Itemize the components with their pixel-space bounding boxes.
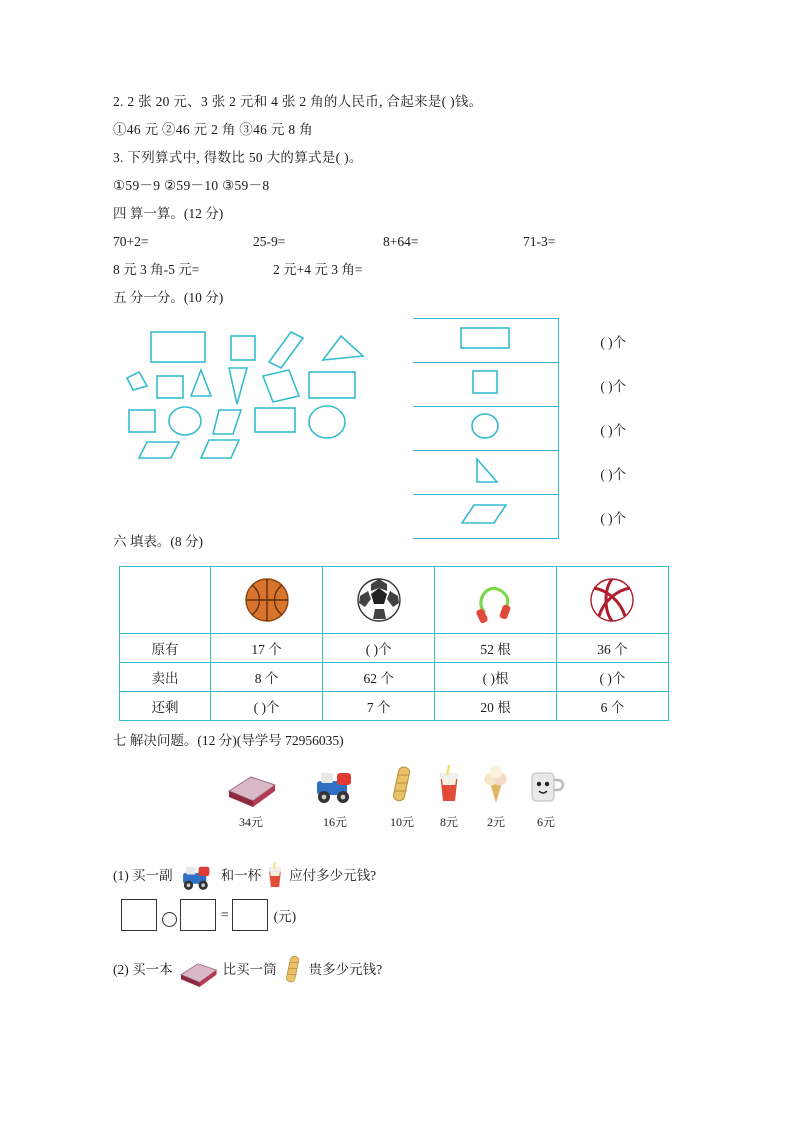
price-value: 10元: [389, 815, 414, 829]
rectangle-shape: [151, 332, 205, 362]
table-row: [413, 407, 668, 451]
jump-rope-icon: [471, 577, 521, 623]
rectangle-shape: [255, 408, 295, 432]
table-cell[interactable]: ( )个: [211, 692, 323, 721]
table-row: [413, 363, 668, 407]
count-blank[interactable]: ( )个: [558, 363, 668, 407]
table-cell[interactable]: 17 个: [211, 634, 323, 663]
triangle-icon: [467, 454, 503, 486]
table-cell[interactable]: 7 个: [323, 692, 435, 721]
price-value: 16元: [322, 815, 347, 829]
section-5-title: 五 分一分。(10 分): [113, 290, 224, 305]
table-cell[interactable]: ( )根: [435, 663, 557, 692]
answer-unit: (元): [273, 909, 297, 924]
table-cell[interactable]: 20 根: [435, 692, 557, 721]
book-icon: [176, 953, 220, 987]
square-icon: [468, 366, 502, 398]
worksheet-content: [113, 88, 683, 987]
calc-item: 8 元 3 角-5 元=: [113, 262, 200, 277]
price-item-mug: [527, 763, 565, 830]
question-3-options: ①59－9 ②59－10 ③59－8: [113, 178, 270, 193]
sports-ball-table: [119, 566, 669, 721]
table-row: [413, 495, 668, 539]
row-label: 还剩: [120, 692, 211, 721]
triangle-shape: [323, 336, 363, 360]
soccer-ball-icon: [356, 577, 402, 623]
biscuit-roll-icon: [280, 953, 306, 987]
volleyball-icon: [589, 577, 635, 623]
ice-cream-icon: [479, 763, 513, 807]
count-blank[interactable]: ( )个: [558, 451, 668, 495]
count-blank[interactable]: ( )个: [558, 495, 668, 539]
circle-shape: [309, 406, 345, 438]
table-cell[interactable]: 36 个: [556, 634, 668, 663]
parallelogram-shape: [213, 410, 241, 434]
section-6-title: 六 填表。(8 分): [113, 534, 203, 549]
table-row: [120, 663, 669, 692]
section-4-title: 四 算一算。(12 分): [113, 206, 224, 221]
section-7-question-2: [113, 953, 683, 987]
shape-cell-square: [413, 363, 558, 407]
drink-cup-icon: [264, 860, 286, 892]
parallelogram-shape: [263, 370, 299, 402]
square-shape: [231, 336, 255, 360]
table-cell[interactable]: ( )个: [556, 663, 668, 692]
price-item-drink-cup: [433, 763, 465, 830]
circle-icon: [468, 410, 502, 442]
row-label: 卖出: [120, 663, 211, 692]
price-value: 6元: [536, 815, 555, 829]
section-4-row-2: [113, 256, 683, 284]
shape-count-table: [413, 318, 668, 539]
table-row: [413, 319, 668, 363]
biscuit-roll-icon: [385, 763, 419, 807]
price-item-ice-cream: [479, 763, 513, 830]
triangle-shape: [127, 372, 147, 390]
train-toy-icon: [176, 859, 218, 893]
q2-middle: 比买一筒: [222, 962, 277, 977]
equals-sign: =: [221, 907, 229, 922]
section-7-question-1: [113, 859, 683, 893]
table-cell[interactable]: ( )个: [323, 634, 435, 663]
mug-icon: [527, 763, 565, 807]
calc-item: 71-3=: [523, 234, 556, 249]
square-shape: [129, 410, 155, 432]
empty-header-cell: [120, 567, 211, 634]
parallelogram-shape: [139, 442, 179, 458]
operator-circle[interactable]: [162, 912, 177, 927]
calc-item: 2 元+4 元 3 角=: [273, 262, 363, 277]
price-value: 8元: [439, 815, 458, 829]
triangle-shape: [229, 368, 247, 404]
shape-cluster-illustration: [113, 326, 403, 486]
shape-cell-rectangle: [413, 319, 558, 363]
table-row: [413, 451, 668, 495]
triangle-shape: [191, 370, 211, 396]
volleyball-cell: [556, 567, 668, 634]
answer-box-2[interactable]: [180, 899, 216, 931]
table-row: [120, 634, 669, 663]
q1-prefix: (1) 买一副: [113, 868, 173, 883]
calc-item: 8+64=: [383, 234, 419, 249]
calc-item: 25-9=: [253, 234, 286, 249]
price-item-biscuit-roll: [385, 763, 419, 830]
price-value: 34元: [238, 815, 263, 829]
calc-item: 70+2=: [113, 234, 149, 249]
rectangle-shape: [309, 372, 355, 398]
count-blank[interactable]: ( )个: [558, 407, 668, 451]
table-cell[interactable]: 8 个: [211, 663, 323, 692]
jump-rope-cell: [435, 567, 557, 634]
price-value: 2元: [486, 815, 505, 829]
table-row: [120, 692, 669, 721]
section-4-row-1: [113, 228, 683, 256]
table-cell[interactable]: 62 个: [323, 663, 435, 692]
basketball-icon: [244, 577, 290, 623]
q1-middle: 和一杯: [220, 868, 262, 883]
soccer-cell: [323, 567, 435, 634]
row-label: 原有: [120, 634, 211, 663]
book-icon: [223, 763, 279, 807]
parallelogram-shape: [269, 332, 303, 368]
shape-cell-triangle: [413, 451, 558, 495]
price-list-illustration: [113, 763, 683, 841]
q1-suffix: 应付多少元钱?: [289, 868, 377, 883]
q2-prefix: (2) 买一本: [113, 962, 173, 977]
circle-shape: [169, 407, 201, 435]
shape-cell-circle: [413, 407, 558, 451]
table-cell[interactable]: 52 根: [435, 634, 557, 663]
basketball-cell: [211, 567, 323, 634]
rectangle-icon: [457, 324, 513, 352]
train-toy-icon: [311, 763, 359, 807]
parallelogram-shape: [201, 440, 239, 458]
square-shape: [157, 376, 183, 398]
question-2-options: ①46 元 ②46 元 2 角 ③46 元 8 角: [113, 122, 313, 137]
answer-entry-row: [121, 899, 683, 931]
table-cell[interactable]: 6 个: [556, 692, 668, 721]
count-blank[interactable]: ( )个: [558, 319, 668, 363]
table-header-row: [120, 567, 669, 634]
answer-box-3[interactable]: [232, 899, 268, 931]
section-7-title: 七 解决问题。(12 分)(导学号 72956035): [113, 733, 344, 748]
q2-suffix: 贵多少元钱?: [308, 962, 383, 977]
answer-box-1[interactable]: [121, 899, 157, 931]
question-3-text: 3. 下列算式中, 得数比 50 大的算式是( )。: [113, 150, 363, 165]
price-item-train-toy: [311, 763, 359, 830]
shape-cell-parallelogram: [413, 495, 558, 539]
drink-cup-icon: [433, 763, 465, 807]
section-5-body: [113, 318, 683, 528]
parallelogram-icon: [460, 501, 510, 527]
question-2-text: 2. 2 张 20 元、3 张 2 元和 4 张 2 角的人民币, 合起来是( )钱。: [113, 94, 483, 109]
price-item-book: [223, 763, 279, 830]
